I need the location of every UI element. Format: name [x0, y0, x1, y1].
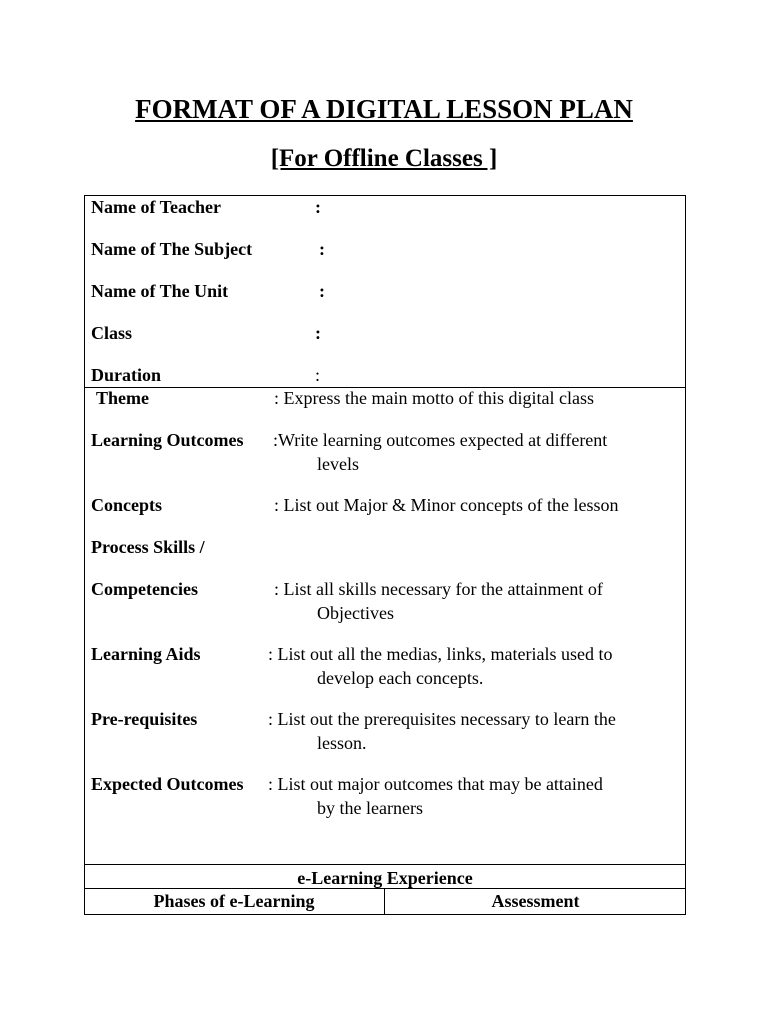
plan-desc-learning-outcomes: :Write learning outcomes expected at different [273, 430, 608, 450]
field-label-teacher: Name of Teacher [91, 197, 221, 217]
column-header-assessment: Assessment [491, 891, 580, 911]
plan-desc-concepts: : List out Major & Minor concepts of the lesson [274, 495, 619, 515]
plan-desc-competencies-cont: Objectives [317, 603, 394, 623]
plan-desc-prerequisites: : List out the prerequisites necessary to learn the [268, 709, 616, 729]
plan-desc-prerequisites-cont: lesson. [317, 733, 367, 753]
document-subtitle: [For Offline Classes ] [270, 145, 498, 172]
plan-label-concepts: Concepts [91, 495, 162, 515]
plan-desc-competencies: : List all skills necessary for the attainment of [274, 579, 603, 599]
field-label-subject: Name of The Subject [91, 239, 253, 259]
plan-label-theme: Theme [96, 388, 149, 408]
field-label-unit: Name of The Unit [91, 281, 229, 301]
document-title: FORMAT OF A DIGITAL LESSON PLAN [135, 94, 633, 124]
field-sep-class: : [315, 323, 321, 343]
field-label-duration: Duration [91, 365, 162, 385]
plan-label-expected-outcomes: Expected Outcomes [91, 774, 244, 794]
field-sep-unit: : [319, 281, 325, 301]
plan-label-learning-outcomes: Learning Outcomes [91, 430, 244, 450]
plan-desc-learning-outcomes-cont: levels [317, 454, 359, 474]
plan-label-prerequisites: Pre-requisites [91, 709, 198, 729]
field-sep-duration: : [315, 365, 321, 385]
field-sep-teacher: : [315, 197, 321, 217]
column-header-phases: Phases of e-Learning [153, 891, 315, 911]
plan-label-process-skills: Process Skills / [91, 537, 205, 557]
plan-desc-expected-outcomes: : List out major outcomes that may be attained [268, 774, 603, 794]
plan-desc-theme: : Express the main motto of this digital class [274, 388, 594, 408]
elearning-heading: e-Learning Experience [297, 868, 473, 888]
field-label-class: Class [91, 323, 133, 343]
field-sep-subject: : [319, 239, 325, 259]
plan-desc-learning-aids: : List out all the medias, links, materials used to [268, 644, 613, 664]
plan-label-learning-aids: Learning Aids [91, 644, 201, 664]
plan-label-competencies: Competencies [91, 579, 198, 599]
plan-desc-learning-aids-cont: develop each concepts. [317, 668, 484, 688]
plan-desc-expected-outcomes-cont: by the learners [317, 798, 423, 818]
